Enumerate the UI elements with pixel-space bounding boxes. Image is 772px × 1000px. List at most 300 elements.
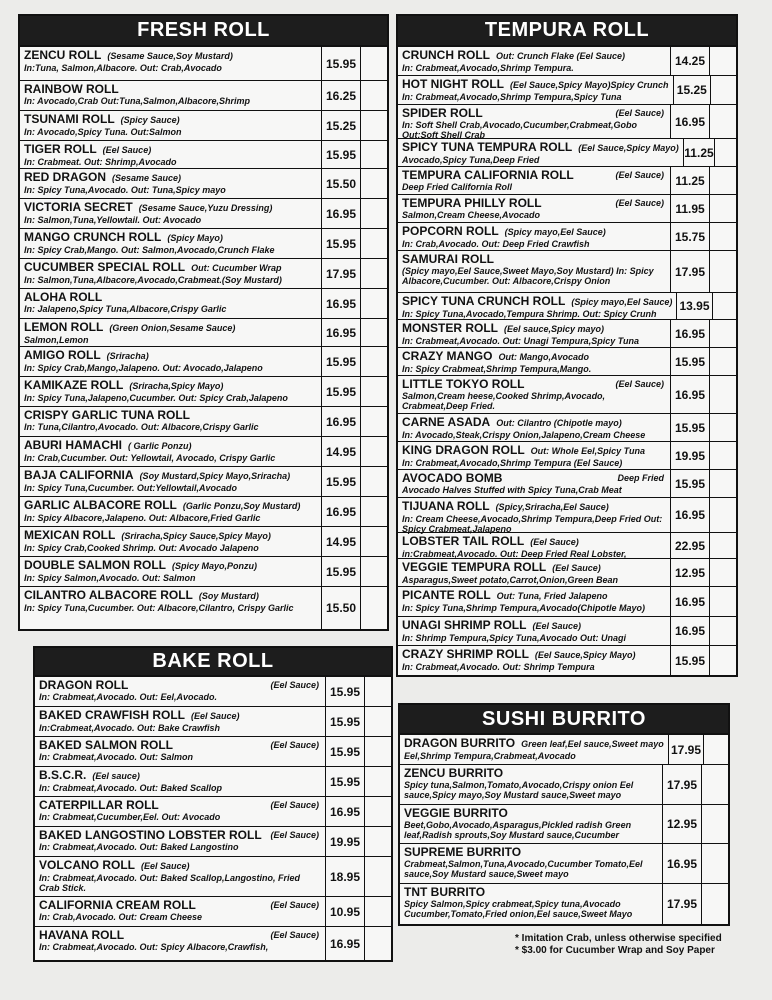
menu-item-price: 17.95 [662,884,702,924]
menu-item-price: 16.95 [670,498,710,532]
menu-item-row [20,377,387,407]
menu-item-ingredients: In:Crabmeat,Avocado. Out: Bake Crawfish [39,723,221,733]
menu-item-sauce: (Sesame Sauce,Yuzu Dressing) [138,203,273,213]
menu-item-price: 15.95 [321,229,361,258]
menu-item-ingredients: In: Tuna,Cilantro,Avocado. Out: Albacore,Crispy Garlic [24,422,259,432]
empty-cell [361,111,387,140]
menu-item-sauce: (Soy Mustard,Spicy Mayo,Sriracha) [139,471,291,481]
empty-cell [702,884,728,924]
menu-item-row [398,167,736,195]
menu-item-row [20,319,387,347]
menu-item-ingredients: In: Avocado,Spicy Tuna. Out:Salmon [24,127,182,137]
menu-item-price: 15.95 [321,47,361,80]
empty-cell [365,827,391,856]
menu-item-sauce: (Eel Sauce) [270,900,319,910]
menu-item-row [20,259,387,289]
menu-item-name: PICANTE ROLL [402,588,491,602]
menu-item-price: 17.95 [668,735,705,764]
menu-item-sauce: (Spicy Mayo) [167,233,223,243]
menu-item-ingredients: In: Crabmeat,Avocado,Shrimp Tempura. [402,63,574,73]
menu-item-name: TNT BURRITO [404,885,486,899]
menu-item-name: TEMPURA CALIFORNIA ROLL [402,168,574,182]
menu-item-row [400,884,728,924]
menu-item-row [35,857,391,897]
menu-item-ingredients: In: Spicy Tuna,Cucumber. Out: Albacore,Cilantro, Crispy Garlic [24,603,294,613]
menu-item-row [35,897,391,927]
menu-item-price: 16.95 [670,105,710,138]
menu-item-description-block [20,169,321,198]
menu-item-sauce: (Eel Sauce) [615,170,664,180]
menu-item-description-block [400,844,662,883]
empty-cell [710,376,736,413]
menu-item-ingredients: In: Salmon,Tuna,Albacore,Avocado,Crabmeat.(Soy Mustard) [24,275,282,285]
menu-item-name: DRAGON ROLL [39,678,129,692]
menu-item-sauce: (Eel Sauce,Spicy Mayo)Spicy Crunch [510,80,669,90]
menu-item-name: SAMURAI ROLL [402,252,494,266]
menu-item-sauce: (Sesame Sauce,Soy Mustard) [107,51,233,61]
menu-item-name: ABURI HAMACHI [24,438,122,452]
empty-cell [365,897,391,926]
menu-item-name: DRAGON BURRITO [404,736,516,750]
menu-item-description-block [20,47,321,80]
menu-item-ingredients: In: Crabmeat,Avocado,Shrimp Tempura,Spicy Tuna [402,92,622,102]
menu-item-price: 10.95 [325,897,365,926]
menu-item-name: TEMPURA PHILLY ROLL [402,196,542,210]
menu-item-sauce: (Eel sauce,Spicy mayo) [504,324,605,334]
menu-item-description-block [400,765,662,804]
menu-item-description-block [20,229,321,258]
menu-item-row [398,139,736,167]
menu-item-row [35,707,391,737]
menu-item-ingredients: Salmon,Cream heese,Cooked Shrimp,Avocado, Crabmeat,Deep Fried. [402,391,606,411]
empty-cell [710,414,736,441]
menu-item-sauce: Deep Fried [617,473,664,483]
empty-cell [704,735,728,764]
menu-item-name: CALIFORNIA CREAM ROLL [39,898,196,912]
menu-item-sauce: (Eel Sauce) [530,537,579,547]
bake-roll-section [33,646,393,962]
menu-item-name: VEGGIE BURRITO [404,806,508,820]
menu-item-name: CRUNCH ROLL [402,48,490,62]
menu-item-ingredients: Crabmeat,Salmon,Tuna,Avocado,Cucumber Tomato,Eel sauce,Soy Mustard sauce,Sweet mayo [404,859,643,879]
menu-item-price: 16.95 [662,844,702,883]
menu-item-description-block [20,199,321,228]
menu-item-ingredients: In: Salmon,Tuna,Yellowtail. Out: Avocado [24,215,202,225]
empty-cell [361,407,387,436]
menu-item-sauce: (Green Onion,Sesame Sauce) [109,323,236,333]
menu-item-row [20,141,387,169]
empty-cell [710,559,736,586]
menu-item-description-block [398,47,670,75]
menu-item-sauce: (Spicy,Sriracha,Eel Sauce) [495,502,609,512]
menu-item-description-block [20,289,321,318]
menu-item-name: POPCORN ROLL [402,224,499,238]
menu-item-sauce: (Spicy mayo,Eel Sauce) [504,227,606,237]
menu-item-price: 15.95 [325,737,365,766]
menu-item-name: RAINBOW ROLL [24,82,119,96]
menu-item-price: 18.95 [325,857,365,896]
menu-item-price: 16.95 [325,927,365,960]
empty-cell [361,467,387,496]
menu-item-name: TSUNAMI ROLL [24,112,115,126]
menu-item-description-block [398,195,670,222]
empty-cell [710,195,736,222]
menu-item-name: B.S.C.R. [39,768,87,782]
menu-item-ingredients: Avocado,Spicy Tuna,Deep Fried [402,155,540,165]
menu-item-description-block [20,111,321,140]
menu-item-sauce: (Eel Sauce) [102,145,152,155]
menu-item-ingredients: In: Avocado,Steak,Crispy Onion,Jalapeno,Cream Cheese [402,430,646,440]
menu-item-price: 11.25 [683,139,715,166]
menu-item-ingredients: In: Crabmeat,Avocado. Out: Unagi Tempura,Spicy Tuna [402,336,640,346]
menu-item-price: 15.95 [321,467,361,496]
menu-item-ingredients: In: Cream Cheese,Avocado,Shrimp Tempura,Deep Fried Out: Spicy Crabmeat,Jalapeno [402,514,663,534]
menu-item-name: LEMON ROLL [24,320,104,334]
menu-item-description-block [398,105,670,138]
menu-item-description-block [398,376,670,413]
menu-item-ingredients: In: Crabmeat. Out: Shrimp,Avocado [24,157,177,167]
menu-item-price: 15.95 [325,707,365,736]
menu-item-ingredients: in:Crabmeat,Avocado. Out: Deep Fried Real Lobster, [402,549,627,559]
empty-cell [361,527,387,556]
menu-item-name: AMIGO ROLL [24,348,101,362]
menu-item-sauce: (Eel Sauce) [270,800,319,810]
section-title: TEMPURA ROLL [396,14,738,47]
menu-item-price: 15.95 [321,347,361,376]
menu-item-name: GARLIC ALBACORE ROLL [24,498,177,512]
menu-item-ingredients: Salmon,Lemon [24,335,89,345]
menu-item-description-block [400,884,662,924]
menu-item-price: 16.95 [670,617,710,645]
menu-item-sauce: (Eel Sauce) [615,198,664,208]
menu-item-ingredients: In: Crab,Cucumber. Out: Yellowtail, Avocado, Crispy Garlic [24,453,276,463]
menu-item-sauce: (Eel sauce) [92,771,140,781]
sushi-burrito-section [398,703,730,926]
menu-item-name: LOBSTER TAIL ROLL [402,534,525,548]
menu-item-description-block [35,767,325,796]
menu-item-ingredients: Deep Fried California Roll [402,182,513,192]
menu-item-ingredients: In: Avocado,Crab Out:Tuna,Salmon,Albacore,Shrimp [24,96,251,106]
menu-item-description-block [398,414,670,441]
menu-item-price: 16.95 [321,497,361,526]
menu-item-ingredients: In: Spicy Crab,Mango,Jalapeno. Out: Avocado,Jalapeno [24,363,263,373]
menu-item-description-block [20,81,321,110]
menu-item-description-block [35,677,325,706]
menu-item-row [20,557,387,587]
menu-item-sauce: (Sriracha) [106,351,149,361]
menu-item-price: 19.95 [325,827,365,856]
menu-item-row [20,229,387,259]
menu-item-description-block [400,805,662,843]
empty-cell [361,141,387,168]
menu-item-sauce: (Eel Sauce) [141,861,190,871]
empty-cell [361,497,387,526]
menu-item-description-block [35,897,325,926]
menu-item-ingredients: In: Crabmeat,Avocado. Out: Salmon [39,752,194,762]
menu-item-ingredients: In: Spicy Tuna,Jalapeno,Cucumber. Out: Spicy Crab,Jalapeno [24,393,288,403]
menu-item-name: CATERPILLAR ROLL [39,798,159,812]
empty-cell [710,617,736,645]
menu-item-sauce: (Eel Sauce) [270,830,319,840]
menu-item-price: 11.95 [670,195,710,222]
menu-item-name: RED DRAGON [24,170,107,184]
empty-cell [710,470,736,497]
menu-item-row [398,320,736,348]
empty-cell [361,377,387,406]
menu-item-ingredients: In: Spicy Tuna,Shrimp Tempura,Avocado(Chipotle Mayo) [402,603,646,613]
menu-item-row [398,498,736,533]
menu-item-price: 16.95 [321,199,361,228]
menu-item-name: KING DRAGON ROLL [402,443,525,457]
empty-cell [710,442,736,469]
section-title: BAKE ROLL [33,646,393,677]
menu-item-description-block [398,470,670,497]
menu-item-description-block [35,927,325,960]
menu-item-price: 12.95 [670,559,710,586]
empty-cell [365,677,391,706]
empty-cell [361,437,387,466]
menu-item-description-block [398,533,670,558]
section-title: FRESH ROLL [18,14,389,47]
menu-item-description-block [20,259,321,288]
menu-item-price: 14.95 [321,527,361,556]
menu-item-row [20,111,387,141]
empty-cell [702,765,728,804]
menu-item-price: 15.95 [321,557,361,586]
menu-item-price: 15.95 [670,646,710,675]
menu-item-sauce: Out: Tuna, Fried Jalapeno [496,591,608,601]
menu-item-price: 16.95 [325,797,365,826]
menu-item-row [398,76,736,105]
menu-item-price: 16.95 [321,407,361,436]
menu-item-sauce: (Eel Sauce) [270,740,319,750]
empty-cell [361,169,387,198]
menu-item-description-block [398,167,670,194]
menu-item-description-block [20,407,321,436]
menu-table [18,47,389,631]
tempura-roll-section [396,14,738,677]
menu-item-price: 17.95 [321,259,361,288]
menu-item-row [398,223,736,251]
menu-item-name: SUPREME BURRITO [404,845,522,859]
menu-item-name: UNAGI SHRIMP ROLL [402,618,527,632]
menu-item-name: SPICY TUNA TEMPURA ROLL [402,140,573,154]
menu-item-description-block [20,377,321,406]
menu-item-description-block [20,497,321,526]
menu-item-row [20,437,387,467]
menu-item-row [398,251,736,293]
menu-item-description-block [20,527,321,556]
menu-item-description-block [398,293,676,319]
menu-item-row [20,497,387,527]
menu-item-ingredients: In: Spicy Tuna,Cucumber. Out:Yellowtail,Avocado [24,483,238,493]
menu-item-name: VOLCANO ROLL [39,858,135,872]
menu-item-sauce: (Garlic Ponzu,Soy Mustard) [182,501,301,511]
menu-item-row [398,105,736,139]
menu-item-price: 15.95 [321,377,361,406]
menu-item-row [20,47,387,81]
menu-item-ingredients: Eel,Shrimp Tempura,Crabmeat,Avocado [404,751,576,761]
menu-item-sauce: Out: Mango,Avocado [498,352,589,362]
empty-cell [361,81,387,110]
menu-item-description-block [35,707,325,736]
menu-item-price: 15.25 [673,76,711,104]
menu-item-ingredients: In: Crab,Avocado. Out: Cream Cheese [39,912,203,922]
menu-item-price: 15.95 [325,767,365,796]
menu-item-description-block [20,319,321,346]
menu-item-description-block [35,857,325,896]
menu-item-sauce: (Eel Sauce) [270,680,319,690]
menu-table [33,677,393,962]
empty-cell [361,229,387,258]
menu-item-row [398,587,736,617]
menu-item-description-block [398,646,670,675]
menu-item-price: 17.95 [670,251,710,292]
menu-item-name: SPIDER ROLL [402,106,483,120]
menu-item-sauce: (Spicy Sauce) [120,115,180,125]
menu-item-price: 17.95 [662,765,702,804]
menu-item-ingredients: In: Spicy Crab,Cooked Shrimp. Out: Avocado Jalapeno [24,543,259,553]
fresh-roll-section [18,14,389,631]
menu-item-price: 19.95 [670,442,710,469]
menu-item-description-block [398,251,670,292]
menu-item-name: ZENCU ROLL [24,48,102,62]
empty-cell [710,320,736,347]
menu-item-price: 15.25 [321,111,361,140]
menu-item-sauce: Green leaf,Eel sauce,Sweet mayo [521,739,664,749]
menu-item-row [398,533,736,559]
empty-cell [710,251,736,292]
menu-item-ingredients: In: Crabmeat,Avocado. Out: Shrimp Tempura [402,662,595,672]
empty-cell [361,199,387,228]
menu-item-name: BAJA CALIFORNIA [24,468,134,482]
menu-item-row [20,467,387,497]
menu-item-name: MONSTER ROLL [402,321,498,335]
menu-item-sauce: Out: Whole Eel,Spicy Tuna [530,446,646,456]
footnotes [515,933,722,957]
menu-item-price: 16.95 [670,376,710,413]
menu-item-sauce: (Eel Sauce) [270,930,319,940]
menu-item-ingredients: In:Tuna, Salmon,Albacore. Out: Crab,Avocado [24,63,222,73]
empty-cell [710,533,736,558]
menu-item-description-block [398,587,670,616]
menu-item-description-block [35,797,325,826]
menu-item-price: 15.95 [325,677,365,706]
empty-cell [710,587,736,616]
menu-item-price: 15.50 [321,587,361,629]
menu-item-description-block [398,320,670,347]
menu-item-ingredients: In: Shrimp Tempura,Spicy Tuna,Avocado Out: Unagi [402,633,627,643]
empty-cell [361,319,387,346]
menu-item-row [20,289,387,319]
menu-item-description-block [20,347,321,376]
menu-item-ingredients: In: Spicy Salmon,Avocado. Out: Salmon [24,573,196,583]
section-title: SUSHI BURRITO [398,703,730,735]
menu-item-row [20,169,387,199]
menu-item-row [35,827,391,857]
menu-item-name: CRAZY MANGO [402,349,493,363]
menu-item-description-block [20,437,321,466]
menu-item-row [20,199,387,229]
menu-item-ingredients: In: Crabmeat,Avocado. Out: Baked Scallop [39,783,223,793]
empty-cell [711,76,736,104]
menu-item-row [400,844,728,884]
menu-item-name: TIGER ROLL [24,142,97,156]
menu-item-sauce: (Sesame Sauce) [112,173,182,183]
menu-item-ingredients: In: Spicy Tuna,Avocado,Tempura Shrimp. Out: Spicy Crunh [402,309,657,319]
menu-item-description-block [400,735,668,764]
menu-item-ingredients: In: Crabmeat,Avocado. Out: Baked Langostino [39,842,239,852]
menu-item-sauce: (Eel Sauce) [191,711,240,721]
menu-item-price: 14.95 [321,437,361,466]
empty-cell [365,707,391,736]
menu-item-sauce: (Sriracha,Spicy Sauce,Spicy Mayo) [121,531,271,541]
menu-item-description-block [20,557,321,586]
menu-item-ingredients: In: Crabmeat,Avocado. Out: Spicy Albacore,Crawfish, [39,942,269,952]
menu-item-name: CRAZY SHRIMP ROLL [402,647,529,661]
empty-cell [710,223,736,250]
empty-cell [710,105,736,138]
menu-item-description-block [398,348,670,375]
menu-item-name: CRISPY GARLIC TUNA ROLL [24,408,191,422]
menu-item-sauce: (Eel Sauce,Spicy Mayo) [534,650,636,660]
menu-item-description-block [398,559,670,586]
menu-item-description-block [20,467,321,496]
menu-item-description-block [20,141,321,168]
menu-item-ingredients: In: Spicy Tuna,Avocado. Out: Tuna,Spicy mayo [24,185,226,195]
menu-item-row [398,348,736,376]
empty-cell [702,805,728,843]
empty-cell [361,259,387,288]
menu-item-row [400,805,728,844]
menu-item-sauce: (Spicy Mayo,Ponzu) [172,561,258,571]
menu-item-price: 16.95 [321,289,361,318]
menu-item-name: MEXICAN ROLL [24,528,116,542]
menu-item-row [398,293,736,320]
menu-item-ingredients: Beet,Gobo,Avocado,Asparagus,Pickled radish Green leaf,Radish sprouts,Soy Mustard sauce,Cucumber [404,820,632,840]
menu-item-price: 16.25 [321,81,361,110]
menu-item-description-block [398,223,670,250]
empty-cell [361,347,387,376]
menu-item-ingredients: In: Spicy Albacore,Jalapeno. Out: Albacore,Fried Garlic [24,513,261,523]
menu-item-row [398,559,736,587]
menu-item-price: 15.95 [670,414,710,441]
menu-item-ingredients: In: Crabmeat,Cucumber,Eel. Out: Avocado [39,812,221,822]
menu-item-row [398,646,736,675]
menu-item-description-block [35,737,325,766]
menu-item-name: ZENCU BURRITO [404,766,504,780]
empty-cell [361,47,387,80]
empty-cell [710,167,736,194]
menu-item-sauce: (Eel Sauce) [615,379,664,389]
menu-item-name: TIJUANA ROLL [402,499,490,513]
menu-item-name: ALOHA ROLL [24,290,103,304]
menu-item-row [400,765,728,805]
menu-item-name: HAVANA ROLL [39,928,125,942]
menu-item-row [398,617,736,646]
empty-cell [710,348,736,375]
menu-item-price: 15.50 [321,169,361,198]
menu-item-name: VICTORIA SECRET [24,200,133,214]
menu-item-row [20,81,387,111]
menu-item-name: VEGGIE TEMPURA ROLL [402,560,547,574]
menu-item-description-block [398,617,670,645]
empty-cell [710,47,736,75]
footnote-imitation-crab: * Imitation Crab, unless otherwise specified [515,933,722,944]
menu-item-name: SPICY TUNA CRUNCH ROLL [402,294,566,308]
empty-cell [361,289,387,318]
empty-cell [365,797,391,826]
